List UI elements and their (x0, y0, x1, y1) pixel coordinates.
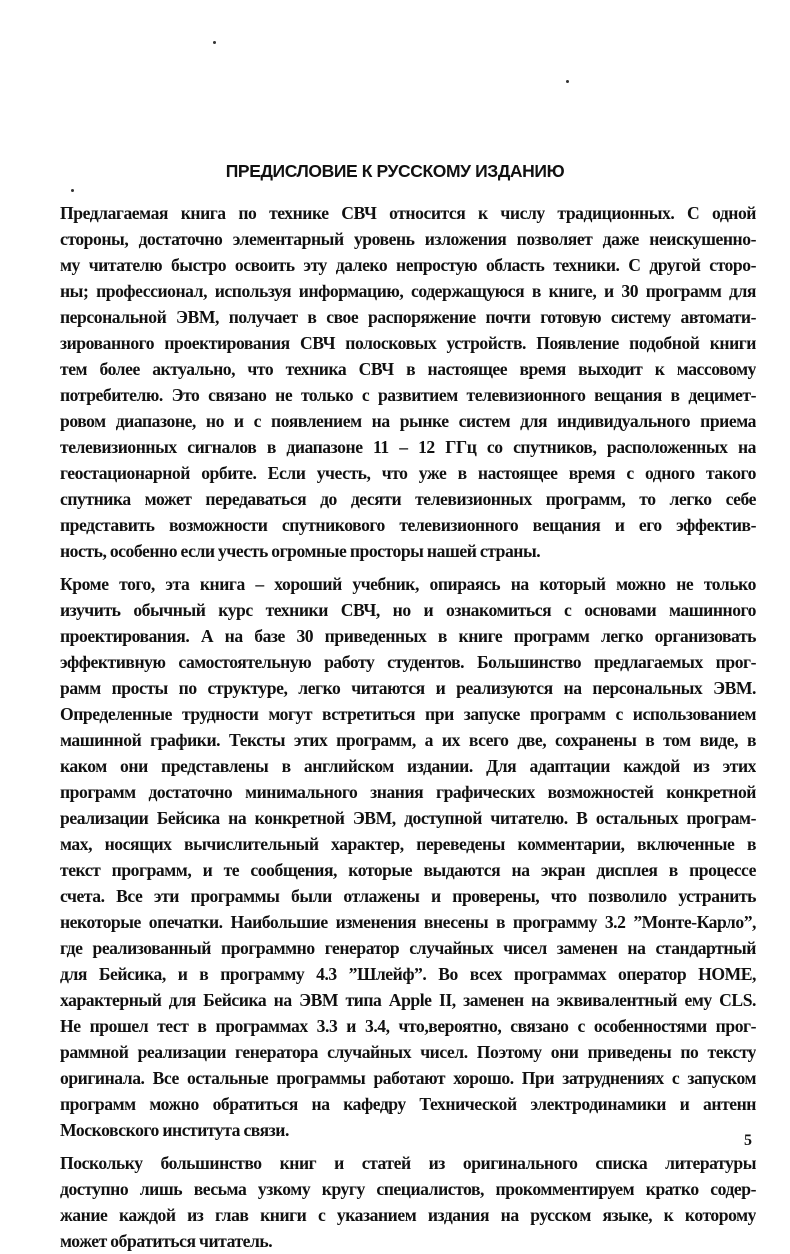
text-line: машинной графики. Тексты этих программ, а их всего две, сохранены в том виде, в (60, 730, 756, 750)
text-line: оригинала. Все остальные программы работают хорошо. При затруднениях с запуском (60, 1068, 756, 1088)
paragraph-1 (60, 200, 756, 564)
paragraph-2 (60, 571, 756, 1143)
text-line: ровом диапазоне, но и с появлением на рынке систем для индивидуального приема (60, 411, 756, 431)
page-number: 5 (744, 1132, 752, 1149)
text-line: Поскольку большинство книг и статей из оригинального списка литературы (60, 1153, 756, 1173)
text-line: каком они представлены в английском издании. Для адаптации каждой из этих (60, 756, 756, 776)
text-line: программ можно обратиться на кафедру Технической электродинамики и антенн (60, 1094, 756, 1114)
page-title: ПРЕДИСЛОВИЕ К РУССКОМУ ИЗДАНИЮ (225, 161, 565, 181)
text-line: может обратиться читатель. (60, 1231, 273, 1251)
text-line: эффективную самостоятельную работу студентов. Большинство предлагаемых прог- (60, 652, 756, 672)
text-line: Московского института связи. (60, 1120, 289, 1140)
paragraph-3 (60, 1150, 756, 1254)
text-line: программ достаточно минимального знания графических возможностей конкретной (60, 782, 756, 802)
text-line: Определенные трудности могут встретиться при запуске программ с использованием (60, 704, 756, 724)
scan-speck (213, 41, 216, 44)
text-line: проектирования. А на базе 30 приведенных в книге программ легко организовать (60, 626, 756, 646)
text-line: Предлагаемая книга по технике СВЧ относится к числу традиционных. С одной (60, 203, 756, 223)
text-line: изучить обычный курс техники СВЧ, но и ознакомиться с основами машинного (60, 600, 756, 620)
text-line: тем более актуально, что техника СВЧ в настоящее время выходит к массовому (60, 359, 756, 379)
text-line: рамм просты по структуре, легко читаются и реализуются на персональных ЭВМ. (60, 678, 756, 698)
text-line: некоторые опечатки. Наибольшие изменения внесены в программу 3.2 ”Монте-Карло”, (60, 912, 756, 932)
scan-speck (71, 189, 74, 192)
text-line: раммной реализации генератора случайных чисел. Поэтому они приведены по тексту (60, 1042, 756, 1062)
text-line: стороны, достаточно элементарный уровень изложения позволяет даже неискушенно- (60, 229, 756, 249)
text-line: реализации Бейсика на конкретной ЭВМ, доступной читателю. В остальных програм- (60, 808, 756, 828)
text-line: доступно лишь весьма узкому кругу специалистов, прокомментируем кратко содер- (60, 1179, 756, 1199)
text-line: ны; профессионал, используя информацию, содержащуюся в книге, и 30 программ для (60, 281, 756, 301)
text-line: мах, носящих вычислительный характер, переведены комментарии, включенные в (60, 834, 756, 854)
text-line: спутника может передаваться до десяти телевизионных программ, то легко себе (60, 489, 756, 509)
text-line: телевизионных сигналов в диапазоне 11 – 12 ГГц со спутников, расположенных на (60, 437, 756, 457)
body-text (60, 200, 756, 1254)
scan-speck (566, 80, 569, 83)
text-line: для Бейсика, и в программу 4.3 ”Шлейф”. Во всех программах оператор HOME, (60, 964, 756, 984)
text-line: Кроме того, эта книга – хороший учебник, опираясь на который можно не только (60, 574, 756, 594)
text-line: счета. Все эти программы были отлажены и проверены, что позволило устранить (60, 886, 756, 906)
text-line: характерный для Бейсика на ЭВМ типа Apple II, заменен на эквивалентный ему CLS. (60, 990, 756, 1010)
text-line: потребителю. Это связано не только с развитием телевизионного вещания в децимет- (60, 385, 756, 405)
text-line: геостационарной орбите. Если учесть, что уже в настоящее время с одного такого (60, 463, 756, 483)
text-line: Не прошел тест в программах 3.3 и 3.4, что,вероятно, связано с особенностями прог- (60, 1016, 756, 1036)
text-line: где реализованный программно генератор случайных чисел заменен на стандартный (60, 938, 756, 958)
text-line: ность, особенно если учесть огромные просторы нашей страны. (60, 541, 541, 561)
text-line: жание каждой из глав книги с указанием издания на русском языке, к которому (60, 1205, 756, 1225)
text-line: персональной ЭВМ, получает в свое распоряжение почти готовую систему автомати- (60, 307, 756, 327)
text-line: текст программ, и те сообщения, которые выдаются на экран дисплея в процессе (60, 860, 756, 880)
text-line: зированного проектирования СВЧ полосковых устройств. Появление подобной книги (60, 333, 756, 353)
text-line: му читателю быстро освоить эту далеко непростую область техники. С другой сторо- (60, 255, 756, 275)
text-line: представить возможности спутникового телевизионного вещания и его эффектив- (60, 515, 756, 535)
